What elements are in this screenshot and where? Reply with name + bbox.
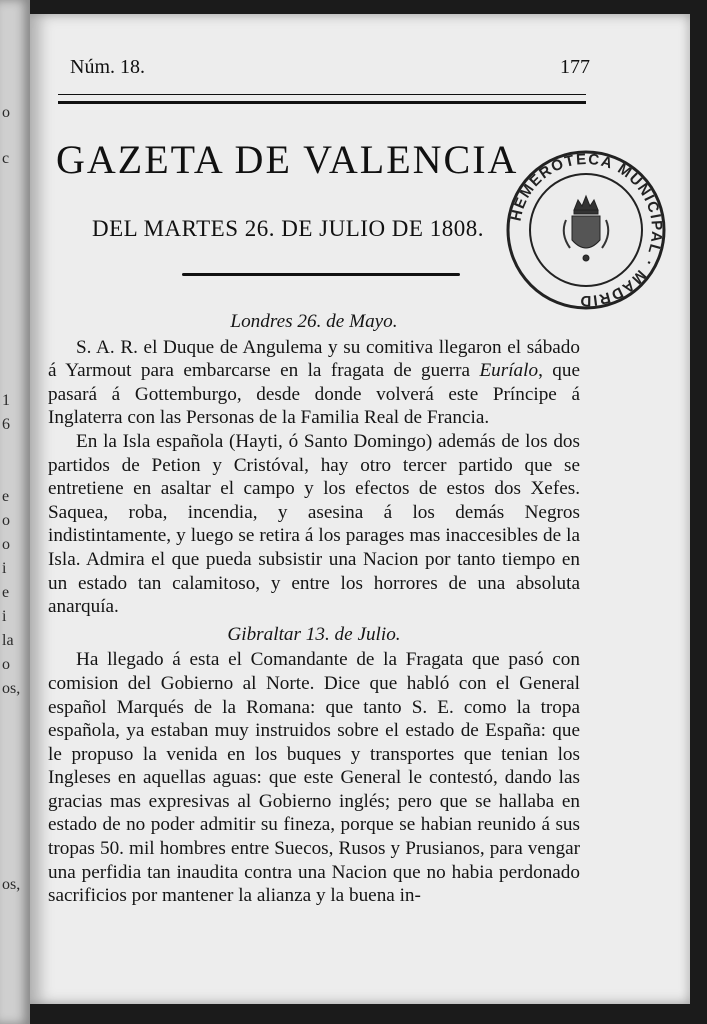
masthead-dateline: DEL MARTES 26. DE JULIO DE 1808. bbox=[92, 216, 484, 241]
article-paragraph bbox=[48, 336, 580, 430]
library-stamp bbox=[504, 148, 668, 312]
ship-name: Euríalo bbox=[479, 360, 539, 382]
paragraph-text: S. A. R. el Duque de Angulema y su comitiva llegaron el sábado á Yarmout para embarcarse en la fragata de guerra bbox=[48, 336, 580, 382]
article-paragraph: En la Isla española (Hayti, ó Santo Domingo) además de los dos partidos de Petion y Cristóval, hay otro tercer partido que se entretiene en asaltar el campo y los efectos de estos dos Xefes. Saquea, roba, incendia, y asesina á los demás Negros indistintamente, y luego se retira á los parages mas inaccesibles de la Isla. Admira el que pueda subsistir una Nacion por tanto tiempo en un estado tan calamitoso, y entre los horrores de una absoluta anarquía. bbox=[48, 430, 580, 618]
prev-page-fragment: e bbox=[2, 488, 10, 505]
article-paragraph: Ha llegado á esta el Comandante de la Fragata que pasó con comision del Gobierno al Norte. Dice que habló con el General español Marqués de la Romana: que tanto S. E. como la tropa española, ya estaban muy instruidos sobre el estado de España: que le propuso la venida en los buques y transportes que tenian los Ingleses en aquellas aguas: que este General le contestó, dando las gracias mas expresivas al Gobierno inglés; pero que se hallaba en estado de no poder admitir su fineza, porque se habian reunido á sus tropas 50. mil hombres entre Suecos, Rusos y Prusianos, para vengar una perfidia tan inaudita contra una Nacion que no habia perdonado sacrificios por mantener la alianza y la buena in- bbox=[48, 649, 580, 907]
prev-page-fragment: 1 bbox=[2, 392, 10, 409]
masthead-title: GAZETA DE VALENCIA bbox=[56, 137, 519, 182]
prev-page-fragment: e bbox=[2, 584, 10, 601]
prev-page-fragment: o bbox=[2, 656, 10, 673]
prev-page-fragment: o bbox=[2, 512, 10, 529]
prev-page-fragment: c bbox=[2, 150, 10, 167]
decorative-rule bbox=[182, 273, 460, 276]
issue-number: Núm. 18. bbox=[70, 56, 145, 78]
top-rule bbox=[58, 94, 586, 104]
page-number: 177 bbox=[560, 56, 590, 78]
prev-page-fragment: o bbox=[2, 536, 10, 553]
stamp-text: HEMEROTECA MUNICIPAL · MADRID bbox=[507, 150, 666, 310]
prev-page-fragment: la bbox=[2, 632, 14, 649]
article-heading-gibraltar: Gibraltar 13. de Julio. bbox=[227, 623, 401, 645]
prev-page-fragment: i bbox=[2, 608, 7, 625]
newspaper-page bbox=[30, 14, 690, 1004]
prev-page-fragment: os, bbox=[2, 680, 21, 697]
article-body bbox=[48, 310, 580, 908]
prev-page-fragment: os, bbox=[2, 876, 21, 893]
prev-page-fragment: 6 bbox=[2, 416, 10, 433]
prev-page-fragment: i bbox=[2, 560, 7, 577]
article-heading-london: Londres 26. de Mayo. bbox=[230, 311, 398, 332]
paragraph-text: , que pasará á Gottemburgo, desde donde volverá este Príncipe á Inglaterra con las Personas de la Familia Real de Francia. bbox=[48, 360, 580, 429]
prev-page-fragment: o bbox=[2, 104, 10, 121]
previous-page-edge bbox=[0, 0, 30, 1024]
